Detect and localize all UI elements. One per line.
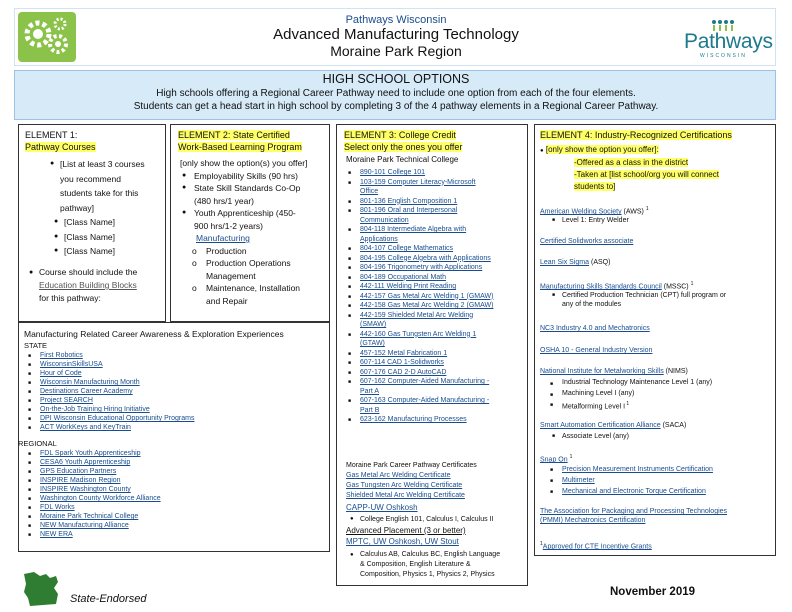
state-item[interactable] — [28, 378, 320, 387]
nims-item — [550, 399, 712, 413]
awareness-title: Manufacturing Related Career Awareness & Exploration Experiences — [24, 329, 284, 339]
course-item[interactable] — [348, 330, 525, 340]
nims-link[interactable]: National Institute for Metalworking Skills — [540, 368, 664, 375]
nims-item-text: Industrial Technology Maintenance Level 1 (any) — [562, 379, 713, 386]
regional-item-bullet-icon: ■ — [28, 523, 32, 529]
element4-offered-1 — [540, 157, 719, 169]
course-item-bullet-icon: ■ — [348, 350, 352, 357]
course-item-text[interactable]: 607-162 Computer-Aided Manufacturing - — [360, 378, 490, 385]
snapon-link[interactable]: Snap On — [540, 456, 568, 464]
options-line-2: Students can get a head start in high school by completing 3 of the 4 pathway elements in a Regional Career Pathway. — [133, 101, 659, 112]
state-item-bullet-icon: ■ — [28, 425, 32, 431]
page-title: Advanced Manufacturing Technology — [273, 26, 519, 43]
course-item-text[interactable]: Applications — [360, 235, 398, 243]
element4-instruction-line: ● [only show the option you offer]: — [540, 145, 659, 154]
regional-item-bullet-icon: ■ — [28, 469, 32, 475]
pmmi-l1[interactable]: The Association for Packaging and Processing Technologies — [540, 508, 728, 515]
regional-item[interactable] — [28, 521, 320, 530]
element3-heading-line2 — [344, 141, 462, 153]
course-item[interactable] — [360, 187, 525, 197]
element3-college: Moraine Park Technical College — [346, 155, 459, 164]
state-item[interactable] — [28, 369, 320, 378]
course-item[interactable] — [348, 311, 525, 321]
regional-item-text[interactable]: INSPIRE Washington County — [40, 486, 131, 493]
course-item-text[interactable]: 442-160 Gas Tungsten Arc Welding 1 — [360, 330, 477, 338]
state-item-text[interactable]: DPI Wisconsin Educational Opportunity Programs — [40, 415, 195, 422]
course-item-text[interactable]: 442-159 Shielded Metal Arc Welding — [360, 311, 474, 319]
course-item[interactable] — [360, 216, 525, 226]
options-line-1: High schools offering a Regional Career Pathway need to include one option from each of the four elements. — [156, 88, 636, 99]
regional-item-bullet-icon: ■ — [28, 496, 32, 502]
aws-abbr: (AWS) — [623, 208, 644, 216]
state-item-bullet-icon: ■ — [28, 407, 32, 413]
state-item[interactable] — [28, 387, 320, 396]
element2-option-2-text: Production Operations — [206, 258, 291, 268]
course-item-text[interactable]: (SMAW) — [360, 321, 387, 328]
snapon-item-bullet-icon: ■ — [550, 467, 554, 473]
state-item-text[interactable]: First Robotics — [40, 352, 83, 359]
element3-heading-highlight: ELEMENT 3: College Credit — [344, 130, 456, 140]
course-item-text[interactable]: 890-101 College 101 — [360, 169, 425, 176]
regional-item-bullet-icon: ■ — [28, 460, 32, 466]
course-item[interactable] — [348, 263, 525, 273]
course-item-text[interactable]: 623-162 Manufacturing Processes — [360, 416, 467, 423]
element2-item-3: ● Youth Apprenticeship (450- — [182, 208, 296, 218]
course-item[interactable] — [348, 396, 525, 406]
element3-heading-highlight-2: Select only the ones you offer — [344, 142, 463, 152]
course-item[interactable] — [348, 273, 525, 283]
ap-item-l1: Calculus AB, Calculus BC, English Language — [360, 551, 501, 558]
state-item[interactable] — [28, 351, 320, 360]
course-item[interactable] — [348, 168, 525, 178]
state-item-text[interactable]: ACT WorkKeys and KeyTrain — [40, 424, 131, 431]
regional-item-text[interactable]: INSPIRE Madison Region — [40, 477, 121, 484]
saca-item-text: Associate Level (any) — [562, 433, 629, 440]
element2-heading-line2 — [178, 141, 302, 153]
mssc-sup: 1 — [690, 281, 694, 287]
element1-class-3: ● [Class Name] — [64, 244, 160, 259]
awareness-state-list — [28, 351, 320, 432]
course-item-text[interactable]: 804-196 Trigonometry with Applications — [360, 264, 483, 271]
course-item-text[interactable]: Office — [360, 188, 379, 195]
snapon-item-bullet-icon: ■ — [550, 478, 554, 484]
pathways-logo-subtext: WISCONSIN — [700, 53, 747, 59]
course-item[interactable] — [360, 406, 525, 416]
element3-course-list — [348, 168, 525, 425]
course-item-bullet-icon: ■ — [348, 312, 352, 319]
element2-option-3-text: Maintenance, Installation — [206, 283, 301, 293]
saca-line — [540, 421, 686, 430]
course-item-text[interactable]: 804-189 Occupational Math — [360, 273, 446, 281]
regional-item-bullet-icon: ■ — [28, 451, 32, 457]
options-description — [30, 87, 762, 113]
state-item-bullet-icon: ■ — [28, 416, 32, 422]
course-item[interactable] — [360, 387, 525, 397]
snapon-sup: 1 — [569, 454, 573, 460]
nc3-link[interactable]: NC3 Industry 4.0 and Mechatronics — [540, 325, 650, 332]
mssc-link[interactable]: Manufacturing Skills Standards Council — [540, 283, 662, 291]
element2-item-1-text: Employability Skills (90 hrs) — [194, 170, 298, 181]
ap-links[interactable]: MPTC, UW Oshkosh, UW Stout — [346, 537, 459, 546]
element2-option-2: o Production Operations — [192, 258, 291, 268]
course-item-text[interactable]: 801-196 Oral and Interpersonal — [360, 207, 458, 214]
snapon-item[interactable] — [550, 486, 713, 497]
nims-item-text: Metalforming Level I — [562, 403, 626, 411]
course-item[interactable] — [348, 178, 525, 188]
course-item-bullet-icon: ■ — [348, 246, 352, 252]
course-item-text[interactable]: 804-195 College Algebra with Applications — [360, 254, 491, 262]
element2-option-1: o Production — [192, 245, 247, 256]
element3-certs-label: Moraine Park Career Pathway Certificates — [346, 462, 477, 469]
element1-instruction-l2: you recommend — [60, 173, 121, 184]
regional-item-text[interactable]: GPS Education Partners — [40, 468, 117, 475]
awareness-regional-list — [28, 449, 320, 539]
lean-abbr: (ASQ) — [590, 259, 611, 266]
snapon-item-text[interactable]: Mechanical and Electronic Torque Certification — [562, 488, 706, 495]
element2-option-3: o Maintenance, Installation — [192, 283, 301, 293]
element4-offered-1-text: -Offered as a class in the district — [574, 158, 689, 167]
state-endorsed-label: State-Endorsed — [70, 593, 147, 605]
nims-list — [550, 378, 713, 413]
nims-line — [540, 367, 688, 376]
course-item-bullet-icon: ■ — [348, 303, 352, 309]
course-item-bullet-icon: ■ — [348, 293, 352, 300]
state-item-bullet-icon: ■ — [28, 398, 32, 404]
course-item-bullet-icon: ■ — [348, 198, 352, 205]
element1-heading-line2 — [25, 141, 96, 153]
state-item-bullet-icon: ■ — [28, 362, 32, 368]
regional-item[interactable] — [28, 494, 320, 503]
element4-offered-2 — [540, 169, 719, 181]
nims-abbr: (NIMS) — [665, 368, 688, 375]
element2-item-3-text: Youth Apprenticeship (450- — [194, 208, 296, 218]
snapon-item-bullet-icon: ■ — [550, 489, 554, 495]
pmmi-link[interactable] — [540, 507, 727, 525]
nims-item — [550, 378, 713, 389]
footnote — [540, 540, 652, 551]
course-item-bullet-icon: ■ — [348, 265, 352, 271]
course-item-text[interactable]: 103-159 Computer Literacy-Microsoft — [360, 178, 476, 186]
capp-item: ● College English 101, Calculus I, Calculus II — [350, 516, 494, 523]
course-item[interactable] — [360, 339, 525, 349]
ap-item: ● Calculus AB, Calculus BC, English Language & Composition, English Literature & Composition, Physics 1, Physics 2, Physics — [350, 551, 501, 578]
element2-instruction: [only show the option(s) you offer] — [180, 158, 308, 168]
pmmi-l2[interactable]: (PMMI) Mechatronics Certification — [540, 517, 646, 524]
regional-item[interactable] — [28, 485, 320, 494]
cert-item[interactable]: Shielded Metal Arc Welding Certificate — [346, 492, 465, 499]
element3-cert-list — [346, 471, 526, 501]
regional-item[interactable] — [28, 503, 320, 512]
course-item-bullet-icon: ■ — [348, 360, 352, 366]
footnote-sup: 1 — [540, 541, 543, 547]
course-item[interactable] — [348, 206, 525, 216]
course-item-bullet-icon: ■ — [348, 170, 352, 176]
state-item-text[interactable]: Hour of Code — [40, 370, 82, 377]
element2-heading — [178, 129, 302, 153]
element4-offered-2-text: -Taken at [list school/org you will connect — [574, 170, 719, 179]
course-item-bullet-icon: ■ — [348, 179, 352, 186]
nims-item-bullet-icon: ■ — [550, 381, 554, 387]
saca-abbr: (SACA) — [662, 422, 687, 429]
state-item-text[interactable]: Destinations Career Academy — [40, 388, 133, 395]
course-item[interactable] — [348, 368, 525, 378]
element2-item-1: ● Employability Skills (90 hrs) — [182, 170, 298, 181]
state-item-text[interactable]: On-the-Job Training Hiring Initiative — [40, 406, 150, 413]
snapon-list — [550, 464, 713, 497]
element2-heading-highlight: ELEMENT 2: State Certified — [178, 130, 290, 140]
element4-offered-3-text: students to] — [574, 182, 616, 191]
element2-heading-line1 — [178, 129, 302, 141]
state-item-bullet-icon: ■ — [28, 353, 32, 359]
course-item[interactable] — [348, 282, 525, 292]
regional-item-bullet-icon: ■ — [28, 514, 32, 520]
course-item[interactable] — [348, 292, 525, 302]
element1-instruction-l4: pathway] — [60, 202, 95, 213]
element1-heading — [25, 129, 96, 153]
element1-course-list — [60, 157, 160, 259]
saca-link[interactable]: Smart Automation Certification Alliance — [540, 422, 661, 429]
regional-item-text[interactable]: CESA6 Youth Apprenticeship — [40, 459, 131, 466]
snapon-item[interactable] — [550, 464, 713, 475]
osha-link[interactable]: OSHA 10 - General Industry Version — [540, 347, 653, 354]
region-name: Moraine Park Region — [330, 43, 462, 59]
pathways-logo-text: Pathways — [684, 30, 773, 53]
aws-line — [540, 205, 649, 216]
regional-item[interactable] — [28, 467, 320, 476]
nims-item-text: Machining Level I (any) — [562, 389, 635, 397]
mssc-abbr: (MSSC) — [663, 283, 689, 291]
course-item-text[interactable]: (GTAW) — [360, 340, 385, 347]
education-building-blocks-link[interactable]: Education Building Blocks — [39, 280, 137, 290]
state-item[interactable] — [28, 423, 320, 432]
state-item[interactable] — [28, 405, 320, 414]
course-item[interactable] — [348, 244, 525, 254]
date-label: November 2019 — [610, 586, 696, 598]
course-item-bullet-icon: ■ — [348, 255, 352, 262]
course-item-text[interactable]: 607-114 CAD 1-Solidworks — [360, 359, 444, 366]
element1-class-1: ● [Class Name] — [64, 215, 160, 230]
course-item[interactable] — [348, 358, 525, 368]
course-item-bullet-icon: ■ — [348, 379, 352, 385]
regional-item-bullet-icon: ■ — [28, 532, 32, 538]
element2-item-2: ● State Skill Standards Co-Op — [182, 183, 301, 193]
nims-item-bullet-icon: ■ — [550, 391, 554, 398]
state-item-text[interactable]: Project SEARCH — [40, 397, 93, 404]
lean-line — [540, 258, 610, 267]
mssc-item-l1: Certified Production Technician (CPT) full program or — [562, 292, 727, 299]
course-item-text[interactable]: 457-152 Metal Fabrication 1 — [360, 349, 448, 357]
awareness-regional-label: REGIONAL — [18, 439, 57, 448]
element1-note — [39, 266, 137, 305]
cert-item[interactable]: Gas Metal Arc Welding Certificate — [346, 472, 451, 479]
capp-link[interactable]: CAPP-UW Oshkosh — [346, 503, 418, 512]
cte-grants-link[interactable]: Approved for CTE Incentive Grants — [542, 543, 652, 551]
snapon-line — [540, 453, 572, 464]
nims-sup: 1 — [625, 401, 630, 407]
course-item-text[interactable]: 442-158 Gas Metal Arc Welding 2 (GMAW) — [360, 302, 494, 309]
course-item-text[interactable]: 801-136 English Composition 1 — [360, 197, 458, 205]
course-item[interactable] — [348, 254, 525, 264]
state-item[interactable] — [28, 414, 320, 423]
element1-note-l3: for this pathway: — [39, 293, 101, 303]
state-item[interactable] — [28, 396, 320, 405]
element3-heading — [344, 129, 462, 153]
regional-item-bullet-icon: ■ — [28, 487, 32, 493]
element2-item-3b: 900 hrs/1-2 years) — [194, 220, 263, 231]
course-item-text[interactable]: 607-176 CAD 2-D AutoCAD — [360, 368, 447, 376]
nims-item — [550, 389, 712, 400]
element1-instruction-l1: ● [List at least 3 courses — [60, 157, 160, 172]
course-item-text[interactable]: 607-163 Computer-Aided Manufacturing - — [360, 397, 490, 404]
course-item-text[interactable]: 442-157 Gas Metal Arc Welding 1 (GMAW) — [360, 292, 494, 300]
options-title: HIGH SCHOOL OPTIONS — [322, 72, 470, 86]
element1-note-l1: ● Course should include the — [39, 266, 137, 279]
regional-item[interactable] — [28, 530, 320, 539]
regional-item[interactable] — [28, 476, 320, 485]
snapon-item[interactable] — [550, 475, 713, 486]
state-item-bullet-icon: ■ — [28, 380, 32, 386]
capp-item-text: College English 101, Calculus I, Calculus II — [360, 516, 494, 523]
wisconsin-map-icon — [20, 568, 64, 608]
awareness-state-label: STATE — [24, 341, 48, 350]
state-item[interactable] — [28, 360, 320, 369]
element2-item-2b: (480 hrs/1 year) — [194, 195, 254, 206]
course-item[interactable] — [348, 377, 525, 387]
regional-item[interactable] — [28, 458, 320, 467]
element2-option-1-text: Production — [206, 245, 247, 256]
course-item-bullet-icon: ■ — [348, 417, 352, 423]
course-item-bullet-icon: ■ — [348, 274, 352, 281]
snapon-item-text[interactable]: Precision Measurement Instruments Certification — [562, 466, 713, 473]
element2-option-2b: Management — [206, 270, 256, 281]
element4-offered-3 — [540, 181, 719, 193]
aws-item: ■ Level 1: Entry Welder — [552, 217, 629, 224]
state-item-bullet-icon: ■ — [28, 371, 32, 377]
regional-item-text[interactable]: NEW ERA — [40, 531, 73, 538]
course-item[interactable] — [360, 320, 525, 330]
ap-label: Advanced Placement (3 or better) — [346, 526, 466, 535]
regional-item-text[interactable]: FDL Works — [40, 504, 75, 511]
element4-instruction-text: [only show the option you offer]: — [545, 145, 659, 154]
course-item-bullet-icon: ■ — [348, 369, 352, 376]
course-item[interactable] — [348, 301, 525, 311]
mssc-item: ■ Certified Production Technician (CPT) full program or any of the modules — [552, 292, 727, 308]
element3-heading-line1 — [344, 129, 462, 141]
course-item-text[interactable]: Part B — [360, 406, 380, 414]
aws-link[interactable]: American Welding Society — [540, 208, 622, 216]
program-name: Pathways Wisconsin — [345, 14, 447, 26]
course-item[interactable] — [348, 349, 525, 359]
course-item-text[interactable]: Part A — [360, 387, 380, 395]
course-item[interactable] — [348, 225, 525, 235]
state-item-text[interactable]: WisconsinSkillsUSA — [40, 361, 103, 368]
course-item-bullet-icon: ■ — [348, 208, 352, 214]
element1-instruction-l3: students take for this — [60, 188, 139, 198]
regional-item-text[interactable]: Washington County Workforce Alliance — [40, 495, 161, 502]
course-item-bullet-icon: ■ — [348, 227, 352, 233]
regional-item-text[interactable]: FDL Spark Youth Apprenticeship — [40, 450, 141, 457]
regional-item-text[interactable]: Moraine Park Technical College — [40, 513, 139, 520]
solidworks-link[interactable]: Certified Solidworks associate — [540, 238, 634, 245]
regional-item[interactable] — [28, 512, 320, 521]
aws-sup: 1 — [645, 206, 649, 212]
manufacturing-link[interactable]: Manufacturing — [196, 233, 250, 243]
element4-instruction — [540, 144, 719, 193]
state-item-text[interactable]: Wisconsin Manufacturing Month — [40, 379, 140, 386]
mssc-item-l2: any of the modules — [562, 301, 622, 308]
regional-item-bullet-icon: ■ — [28, 478, 32, 484]
element1-class-2: ● [Class Name] — [64, 230, 160, 245]
course-item-bullet-icon: ■ — [348, 398, 352, 404]
state-item-bullet-icon: ■ — [28, 389, 32, 395]
course-item-text[interactable]: 804-107 College Mathematics — [360, 245, 453, 252]
element4-heading — [540, 129, 732, 141]
course-item-text[interactable]: Communication — [360, 216, 409, 224]
element2-option-3b: and Repair — [206, 295, 248, 306]
cert-item[interactable]: Gas Tungsten Arc Welding Certificate — [346, 482, 463, 489]
course-item-bullet-icon: ■ — [348, 331, 352, 338]
element2-item-2-text: State Skill Standards Co-Op — [194, 183, 301, 193]
element4-heading-highlight: ELEMENT 4: Industry-Recognized Certifications — [540, 130, 732, 140]
course-item-text[interactable]: 804-118 Intermediate Algebra with — [360, 226, 467, 233]
nims-item-bullet-icon: ■ — [550, 402, 554, 408]
course-item[interactable] — [348, 415, 525, 425]
ap-item-l3: Composition, Physics 1, Physics 2, Physics — [360, 571, 495, 578]
element1-heading-highlight: Pathway Courses — [25, 142, 96, 152]
saca-item: ■ Associate Level (any) — [552, 433, 629, 440]
regional-item-text[interactable]: NEW Manufacturing Alliance — [40, 522, 129, 529]
element1-heading-line1: ELEMENT 1: — [25, 130, 78, 140]
course-item[interactable] — [348, 197, 525, 207]
element2-heading-highlight-2: Work-Based Learning Program — [178, 142, 302, 152]
course-item[interactable] — [360, 235, 525, 245]
element2-list — [180, 157, 326, 307]
course-item-text[interactable]: 442-111 Welding Print Reading — [360, 283, 457, 290]
course-item-bullet-icon: ■ — [348, 284, 352, 290]
regional-item[interactable] — [28, 449, 320, 458]
ap-item-l2: & Composition, English Literature & — [360, 561, 471, 568]
snapon-item-text[interactable]: Multimeter — [562, 477, 595, 484]
mssc-line — [540, 280, 693, 291]
regional-item-bullet-icon: ■ — [28, 505, 32, 511]
lean-six-sigma-link[interactable]: Lean Six Sigma — [540, 259, 590, 266]
aws-item-text: Level 1: Entry Welder — [562, 217, 629, 224]
